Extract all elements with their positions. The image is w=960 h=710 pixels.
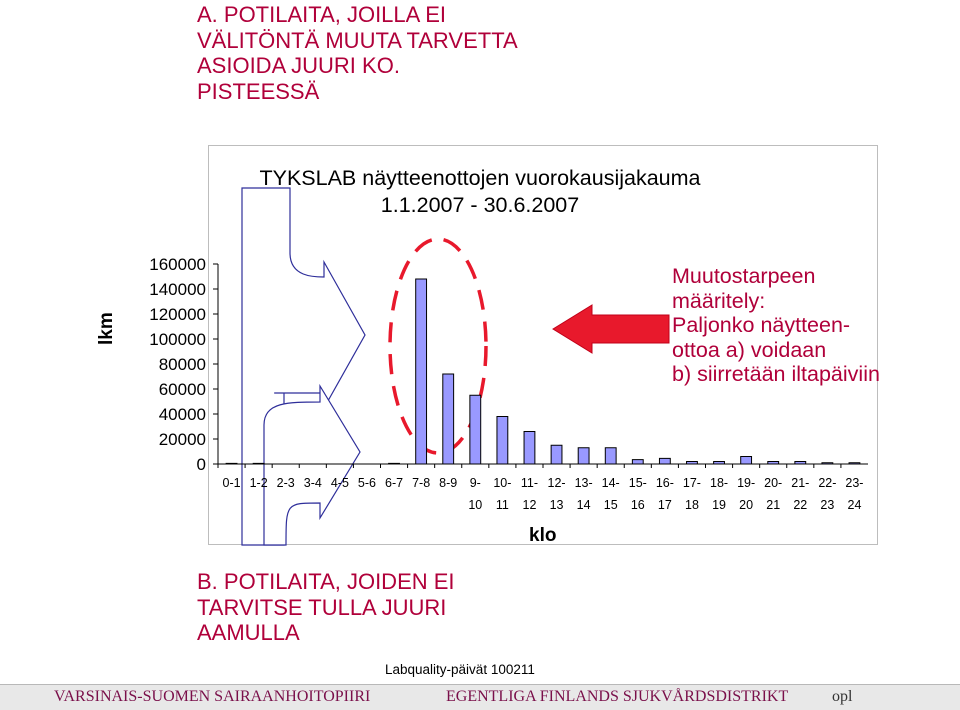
curved-arrow-inner (264, 386, 360, 545)
footer-opl-text: opl (832, 688, 853, 705)
x-tick-label: 20- (764, 476, 783, 490)
footer-left-text: VARSINAIS-SUOMEN SAIRAANHOITOPIIRI (54, 688, 371, 705)
x-tick-label: 14- (601, 476, 620, 490)
y-tick-label: 80000 (158, 355, 206, 374)
y-tick-label: 20000 (158, 430, 206, 449)
x-tick-label: 18 (685, 498, 699, 512)
y-tick-label: 0 (196, 455, 206, 474)
curved-arrows-decoration (242, 188, 365, 545)
note-right-text (672, 264, 957, 387)
chart-title-line-2: 1.1.2007 - 30.6.2007 (380, 193, 580, 217)
bar-7-8 (416, 279, 427, 464)
x-tick-label: 23 (820, 498, 835, 512)
y-tick-labels (149, 255, 206, 474)
bar-15-16 (632, 460, 643, 464)
x-tick-label: 23- (845, 476, 864, 490)
bar-18-19 (714, 462, 725, 465)
x-tick-label: 1-2 (249, 476, 268, 490)
x-tick-label: 2-3 (276, 476, 295, 490)
x-tick-label: 15 (603, 498, 618, 512)
x-tick-label: 11 (495, 498, 509, 512)
bar-22-23 (822, 463, 833, 464)
x-tick-label: 17 (657, 498, 672, 512)
bar-6-7 (389, 463, 400, 464)
bar-23-24 (849, 463, 860, 464)
y-tick-label: 100000 (149, 330, 206, 349)
bar-21-22 (795, 462, 806, 465)
x-tick-label: 24 (847, 498, 862, 512)
x-tick-label: 18- (710, 476, 729, 490)
x-axis-label: klo (529, 525, 557, 546)
chart-title (130, 165, 830, 219)
y-axis-label: lkm (96, 312, 117, 345)
note-right-line: Paljonko näytteen- (672, 313, 851, 337)
x-tick-label: 9- (469, 476, 481, 490)
note-a-text: A. POTILAITA, JOILLA EI VÄLITÖNTÄ MUUTA TARVETTA ASIOIDA JUURI KO. PISTEESSÄ (197, 2, 517, 104)
bar-20-21 (768, 462, 779, 465)
x-tick-label: 5-6 (357, 476, 376, 490)
bar-13-14 (578, 448, 589, 464)
x-tick-label: 13 (549, 498, 564, 512)
x-tick-label: 11- (520, 476, 539, 490)
y-tick-label: 60000 (158, 380, 206, 399)
y-tick-label: 140000 (149, 280, 206, 299)
x-tick-label: 15- (628, 476, 647, 490)
red-arrow-left (553, 305, 669, 353)
bar-16-17 (659, 458, 670, 464)
bar-1-2 (253, 463, 264, 464)
x-tick-label: 12- (547, 476, 566, 490)
chart-title-line-1: TYKSLAB näytteenottojen vuorokausijakauma (259, 166, 701, 190)
x-tick-label: 6-7 (385, 476, 404, 490)
note-right-line: b) siirretään iltapäiviin (672, 362, 880, 386)
bar-19-20 (741, 457, 752, 465)
x-tick-label: 12 (522, 498, 537, 512)
x-tick-label: 7-8 (412, 476, 431, 490)
x-tick-label: 20 (739, 498, 754, 512)
x-tick-label: 0-1 (222, 476, 241, 490)
x-tick-label: 19 (712, 498, 726, 512)
x-tick-label: 10 (468, 498, 483, 512)
x-tick-label: 21- (791, 476, 810, 490)
x-tick-label: 14 (576, 498, 591, 512)
footer-bar (0, 684, 960, 710)
note-b-text: B. POTILAITA, JOIDEN EI TARVITSE TULLA JUURI AAMULLA (197, 569, 455, 645)
x-tick-label: 16- (655, 476, 674, 490)
bar-17-18 (687, 462, 698, 465)
x-tick-label: 22 (793, 498, 808, 512)
bar-9-10 (470, 395, 481, 464)
note-right-line: ottoa a) voidaan (672, 337, 827, 362)
x-tick-label: 13- (574, 476, 593, 490)
x-tick-label: 8-9 (439, 476, 458, 490)
y-tick-label: 40000 (158, 405, 206, 424)
bar-10-11 (497, 417, 508, 465)
x-tick-label: 17- (682, 476, 701, 490)
x-tick-label: 3-4 (303, 476, 322, 490)
note-right-line: Muutostarpeen (672, 264, 816, 288)
bar-11-12 (524, 432, 535, 465)
x-tick-label: 22- (818, 476, 837, 490)
x-tick-label: 10- (493, 476, 512, 490)
y-tick-label: 120000 (149, 305, 206, 324)
x-tick-label: 4-5 (330, 476, 349, 490)
bar-0-1 (226, 463, 237, 464)
bar-8-9 (443, 374, 454, 464)
y-tick-label: 160000 (149, 255, 206, 274)
x-tick-label: 19- (737, 476, 756, 490)
bar-14-15 (605, 448, 616, 464)
x-tick-label: 16 (630, 498, 645, 512)
note-right-line: määritely: (672, 288, 766, 313)
footer-right-text: EGENTLIGA FINLANDS SJUKVÅRDSDISTRIKT (446, 688, 789, 705)
event-label: Labquality-päivät 100211 (385, 662, 535, 677)
x-tick-label: 21 (766, 498, 781, 512)
bar-12-13 (551, 445, 562, 464)
